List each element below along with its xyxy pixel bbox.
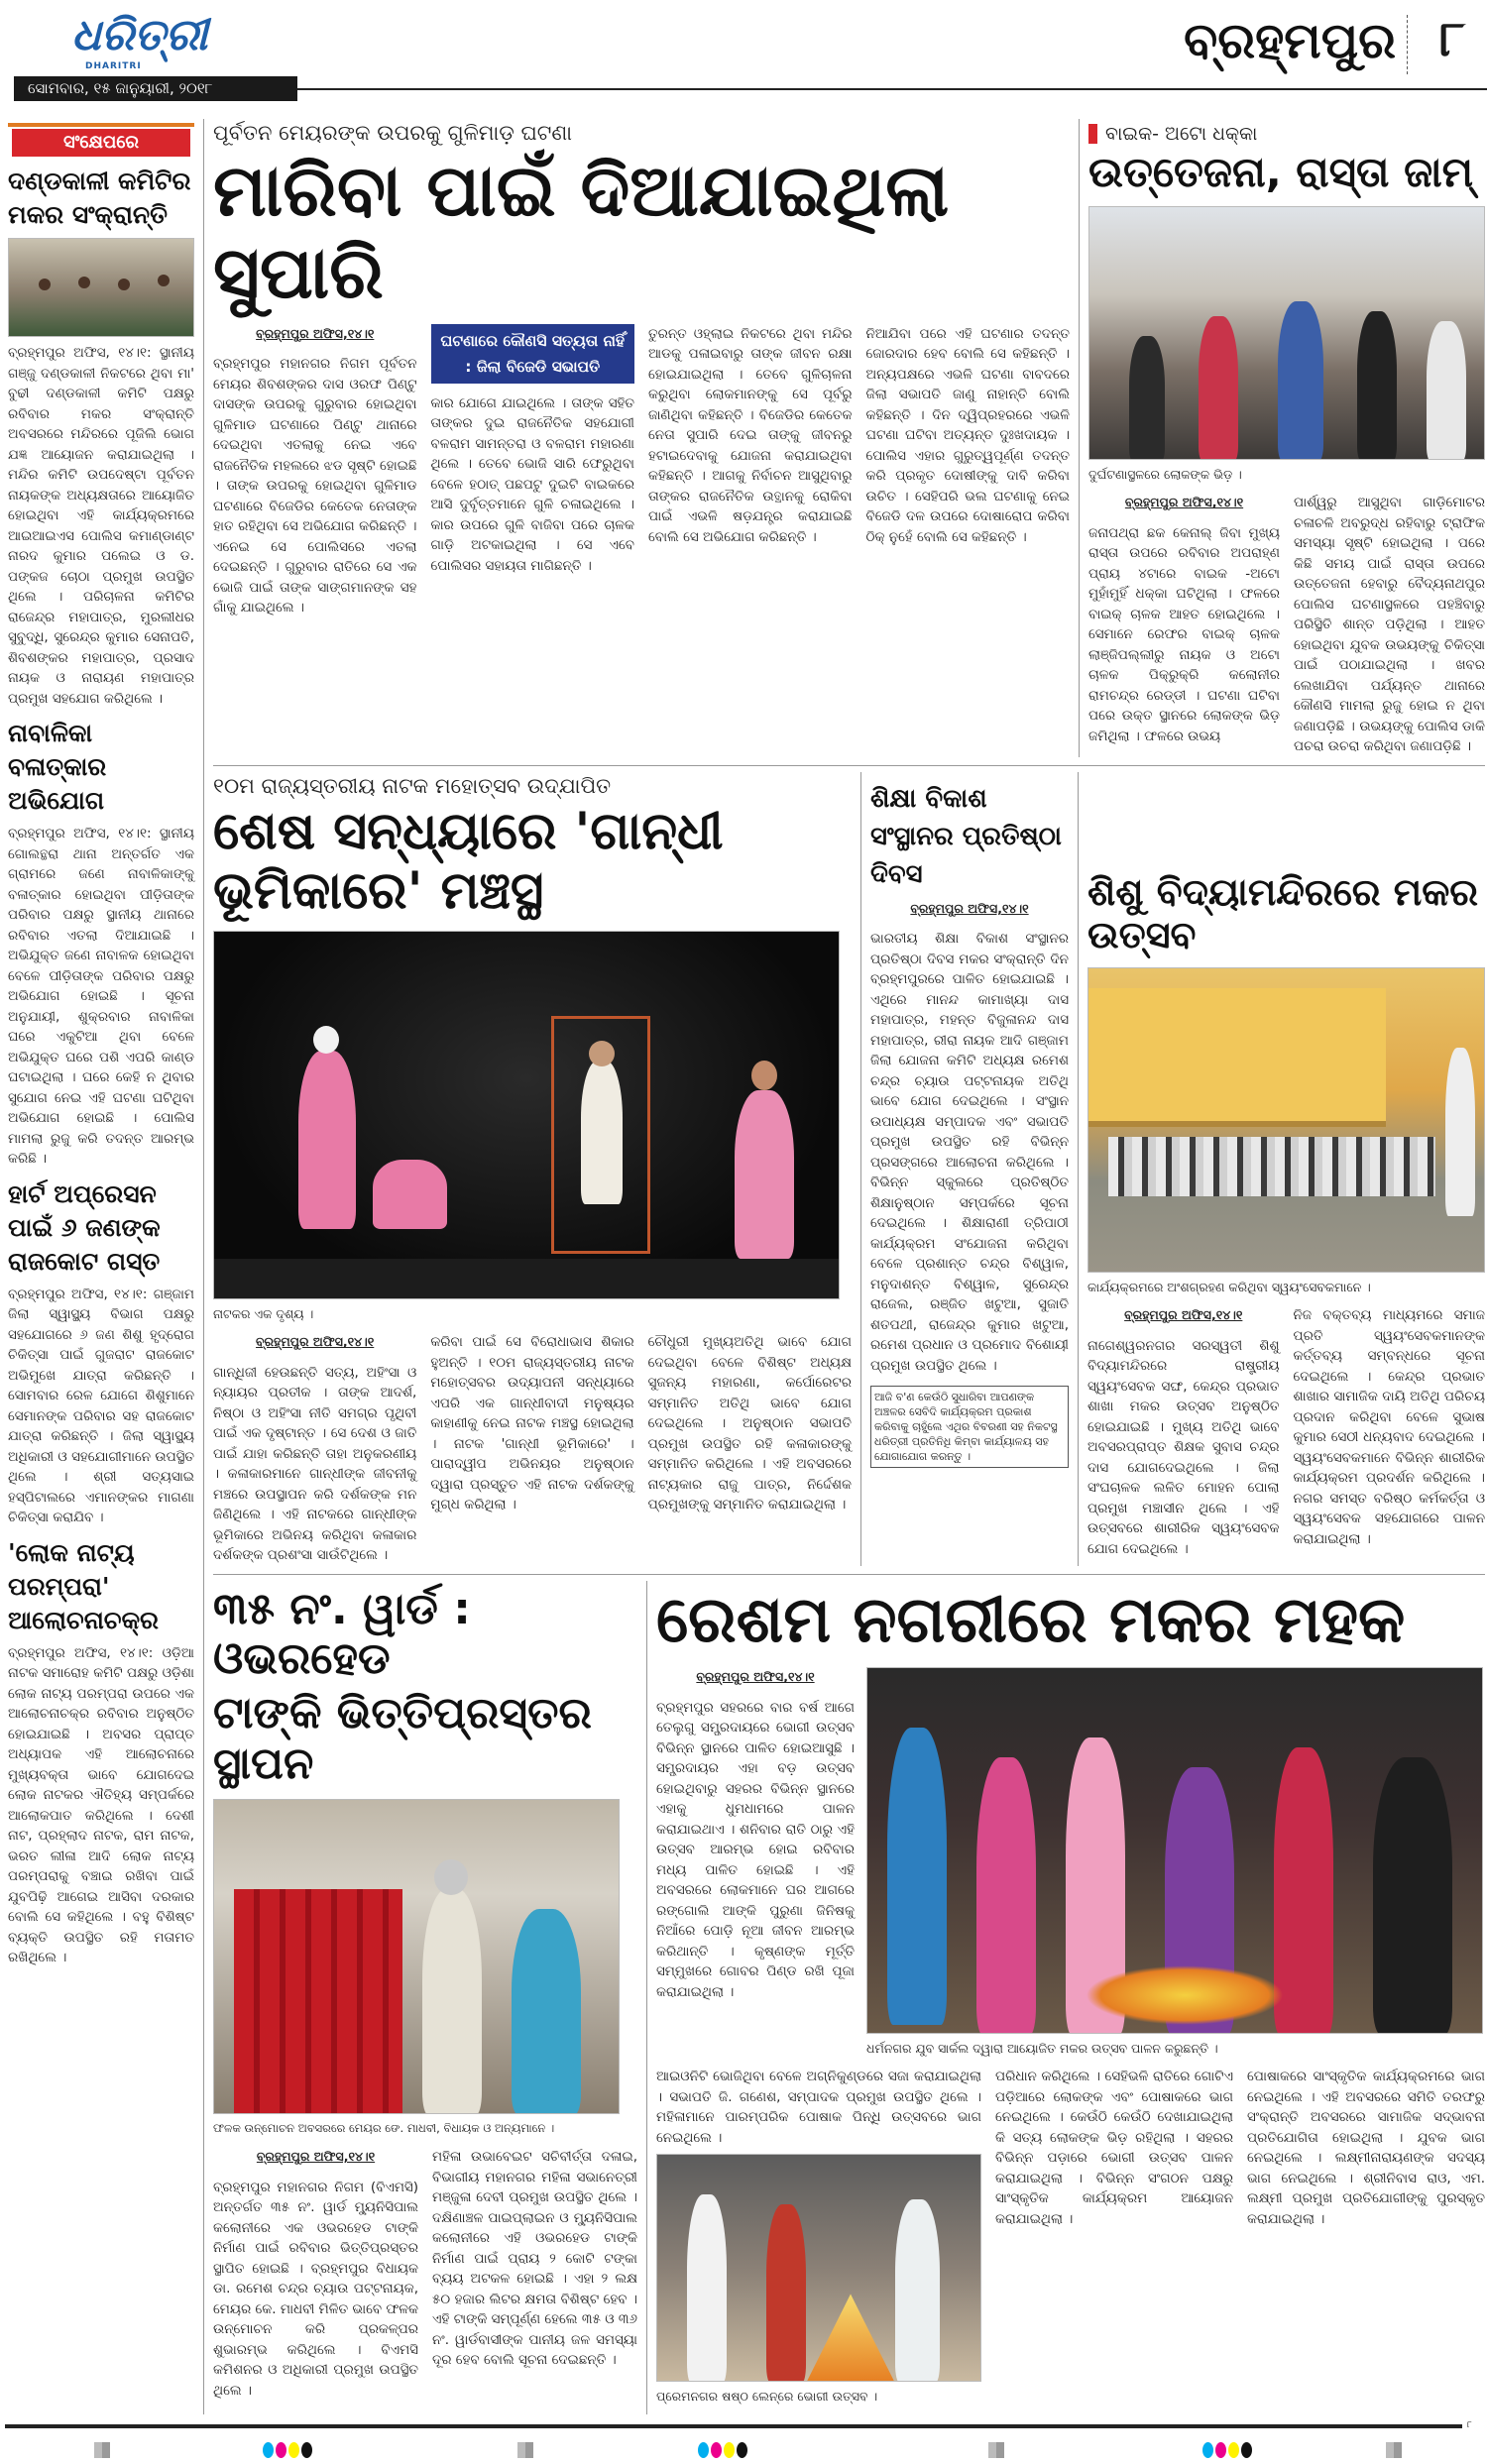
school-columns — [1087, 1305, 1485, 1559]
silk-caption: ଧର୍ମନଗର ଯୁବ ସାର୍କଲ ଦ୍ୱାରା ଆୟୋଜିତ ମକର ଉତ୍ସବ ପାଳନ କରୁଛନ୍ତି । — [866, 2041, 1218, 2057]
school-body: ନାଗେଶ୍ୱରନଗର ସରସ୍ୱତୀ ଶିଶୁ ବିଦ୍ୟାମନ୍ଦିରରେ ରାଷ୍ଟ୍ରୀୟ ସ୍ୱୟଂସେବକ ସଙ୍ଘ, କେନ୍ଦ୍ର ପ୍ରଭାତ ଶାଖା ମକର ଉତ୍ସବ ଅନୁଷ୍ଠିତ ହୋଇଯାଇଛି । ମୁଖ୍ୟ ଅତିଥି ଭାବେ ଅବସରପ୍ରାପ୍ତ ଶିକ୍ଷକ ସୁବାସ ଚନ୍ଦ୍ର ଦାସ ଯୋଗଦେଇଥିଲେ । ଜିଲା ସଂଘଚାଳକ ଲଳିତ ମୋହନ ପୋଲା ପ୍ରମୁଖ ମଞ୍ଚାସୀନ ଥିଲେ । ଏହି ଉତ୍ସବରେ ଶାରୀରିକ ସ୍ୱୟଂସେବକ ଯୋଗ ଦେଇଥିଲେ । — [1087, 1337, 1280, 1557]
person — [766, 2204, 806, 2382]
accident-kicker-row — [1088, 123, 1485, 145]
rangoli — [1086, 1965, 1284, 2025]
woman — [1373, 1757, 1452, 2034]
column-divider — [860, 772, 861, 1566]
committee-photo — [8, 238, 194, 337]
drama-col-3: ଚୌଧୁରୀ ମୁଖ୍ୟଅତିଥି ଭାବେ ଯୋଗ ଦେଇଥିବା ବେଳେ ବିଶିଷ୍ଟ ଅଧ୍ୟକ୍ଷ ସୁଜନ୍ୟ ମହାରଣା, କର୍ପୋରେଟର ସମ୍ମାନିତ ଅତିଥି ଭାବେ ଯୋଗ ଦେଇଥିଲେ । ଅନୁଷ୍ଠାନ ସଭାପତି ପ୍ରମୁଖ ଉପସ୍ଥିତ ରହି କଳାକାରଙ୍କୁ ସମ୍ମାନିତ କରିଥିଲେ । ଏହି ଅବସରରେ ନାଟ୍ୟକାର ରାଜୁ ପାତ୍ର, ନିର୍ଦ୍ଦେଶକ ପ୍ରମୁଖଙ୍କୁ ସମ୍ମାନିତ କରାଯାଇଥିଲା । — [647, 1334, 852, 1513]
notice-box: ଆଜି ବ'ଣ କେଉଁଠି ସୁଧାରିବା ଆପଣଙ୍କ ଅଞ୍ଚଳର ସେବିଦି କାର୍ଯ୍ୟକ୍ରମ ପ୍ରକାଶ କରିବାକୁ ଚାହୁଁଲେ ଏଥିର ବିବରଣୀ ସହ ନିକଟସ୍ଥ ଧରିତ୍ରୀ ପ୍ରତିନିଧି କିମ୍ବା କାର୍ଯ୍ୟାଳୟ ସହ ଯୋଗାଯୋଗ କରନ୍ତୁ । — [870, 1386, 1069, 1468]
brief-title: ଦଣ୍ଡକାଳୀ କମିଟିର ମକର ସଂକ୍ରାନ୍ତି — [8, 167, 191, 229]
brief-body: ବ୍ରହ୍ମପୁର ଅଫିସ, ୧୪।୧: ସ୍ଥାନୀୟ ଗଞ୍ଜୁ ଦଣ୍ଡକାଳୀ ନିକଟରେ ଥିବା ମା' ବୁଢୀ ଦଣ୍ଡକାଳୀ କମିଟି ପକ୍ଷରୁ ରବିବାର ମକର ସଂକ୍ରାନ୍ତି ଅବସରରେ ମନ୍ଦିରରେ ପୂଜିଲି ଭୋଗ ଯଜ୍ଞ ଆୟୋଜନ କରାଯାଇଥିଲା । ମନ୍ଦିର କମିଟି ଉପଦେଷ୍ଟା ପୂର୍ବତନ ନାୟକଙ୍କ ଅଧ୍ୟକ୍ଷତାରେ ଆୟୋଜିତ ହୋଇଥିବା ଏହି କାର୍ଯ୍ୟକ୍ରମରେ ଆଇଆଇଏସ ପୋଲିସ କମାଣ୍ଡାଣ୍ଟ ନାରଦ କୁମାର ପଲେଇ ଓ ଡ. ପଙ୍କଜ ଚୋଠା ପ୍ରମୁଖ ଉପସ୍ଥିତ ଥିଲେ । ପରିଚାଳନା କମିଟିର ରାଜେନ୍ଦ୍ର ମହାପାତ୍ର, ମୁରଲୀଧର ସୁବୁଦ୍ଧି, ସୁରେନ୍ଦ୍ର କୁମାର ସେନାପତି, ଶିବଶଙ୍କର ମହାପାତ୍ର, ପ୍ରସାଦ ନାୟକ ଓ ନାରାୟଣ ମହାପାତ୍ର ପ୍ରମୁଖ ସହଯୋଗ କରିଥିଲେ । — [8, 345, 194, 707]
person — [687, 2194, 727, 2382]
bonfire-photo — [656, 2154, 981, 2382]
lead-col-2-wrap — [431, 324, 635, 577]
logo — [71, 10, 270, 71]
bonfire-caption: ପ୍ରେମନଗର ଷଷ୍ଠ ଲେନ୍‌ରେ ଭୋଗୀ ଉତ୍ସବ । — [656, 2389, 878, 2405]
silk-headline: ରେଶମ ନଗରୀରେ ମକର ମହକ — [656, 1583, 1406, 1657]
registration-square — [988, 2442, 1004, 2458]
lead-col-1 — [213, 324, 417, 618]
footer-page-mark: ୮ — [1467, 2420, 1472, 2431]
seated-crowd — [1108, 1137, 1435, 1196]
main-area — [213, 119, 1485, 2414]
dateline: ବ୍ରହ୍ମପୁର ଅଫିସ,୧୪।୧ — [256, 2149, 376, 2165]
silk-col-1 — [656, 1667, 855, 2002]
ward-col-2: ମହିଳା ଉଭାବେଇଟ ସଚିବୀର୍ତ୍ତା ଦଳାଇ, ବିଭାଗୀୟ ମହାନଗର ମହିଳା ସଭାନେତ୍ରୀ ମଞ୍ଜୁଳା ଦେବୀ ପ୍ରମୁଖ ଉପସ୍ଥିତ ଥିଲେ । ଦକ୍ଷିଣାଞ୍ଚଳ ପାଇପ୍‌ଲାଇନ ଓ ମ୍ୟୁନିସିପାଲ କଲୋନୀରେ ଏହି ଓଭରହେଡ ଟାଙ୍କି ନିର୍ମାଣ ପାଇଁ ପ୍ରାୟ ୨ କୋଟି ଟଙ୍କା ବ୍ୟୟ ଅଟକଳ ହୋଇଛି । ଏହା ୨ ଲକ୍ଷ ୫୦ ହଜାର ଲିଟର କ୍ଷମତା ବିଶିଷ୍ଟ ହେବ । ଏହି ଟାଙ୍କି ସମ୍ପୂର୍ଣ୍ଣ ହେଲେ ୩୫ ଓ ୩୬ ନଂ. ୱାର୍ଡବାସୀଙ୍କ ପାନୀୟ ଜଳ ସମସ୍ୟା ଦୂର ହେବ ବୋଲି ସୂଚନା ଦେଇଛନ୍ତି । — [432, 2149, 637, 2369]
school-col-2: ନିଜ ବକ୍ତବ୍ୟ ମାଧ୍ୟମରେ ସମାଜ ପ୍ରତି ସ୍ୱୟଂସେବକମାନଙ୍କ କର୍ତ୍ତବ୍ୟ ସମ୍ବନ୍ଧରେ ସୂଚନା ଦେଇଥିଲେ । କେନ୍ଦ୍ର ପ୍ରଭାତ ଶାଖାର ସାମାଜିକ ଦାୟି ଅତିଥି ପରିଚୟ ପ୍ରଦାନ କରିଥିବା ବେଳେ ସୁଭାଷ କୁମାର ସେଠୀ ଧନ୍ୟବାଦ ଦେଇଥିଲେ । ସ୍ୱୟଂସେବକମାନେ ବିଭିନ୍ନ ଶାରୀରିକ କାର୍ଯ୍ୟକ୍ରମ ପ୍ରଦର୍ଶନ କରିଥିଲେ । ନଗର ସମସ୍ତ ବରିଷ୍ଠ କର୍ମକର୍ତ୍ତା ଓ ସ୍ୱୟଂସେବକ ସହଯୋଗରେ ପାଳନ କରାଯାଇଥିଲା । — [1293, 1307, 1485, 1547]
drama-story — [213, 772, 852, 1566]
silk-col-4: ପୋଷାକରେ ସାଂସ୍କୃତିକ କାର୍ଯ୍ୟକ୍ରମରେ ଭାଗ ନେଇଥିଲେ । ଏହି ଅବସରରେ ସମିତି ତରଫରୁ ସଂକ୍ରାନ୍ତି ଅବସରରେ ସାମାଜିକ ସଦ୍ଭାବନା ପ୍ରତିଯୋଗିତା ହୋଇଥିଲା । ଯୁବକ ଭାଗ ନେଇଥିଲେ । ଲକ୍ଷ୍ମୀନାରାୟଣଙ୍କ ସଦସ୍ୟ ଭାଗ ନେଇଥିଲେ । ଶ୍ରୀନିବାସ ରାଓ, ଏମ. ଲକ୍ଷ୍ମୀ ପ୍ରମୁଖ ପ୍ରତିଯୋଗୀଙ୍କୁ ପୁରସ୍କୃତ କରାଯାଇଥିଲା । — [1247, 2069, 1485, 2227]
row-top — [213, 119, 1485, 757]
accident-col-1 — [1088, 493, 1280, 746]
education-body: ଭାରତୀୟ ଶିକ୍ଷା ବିକାଶ ସଂସ୍ଥାନର ପ୍ରତିଷ୍ଠା ଦିବସ ମକର ସଂକ୍ରାନ୍ତି ଦିନ ବ୍ରହ୍ମପୁରରେ ପାଳିତ ହୋଇଯାଇଛି । ଏଥିରେ ମାନନ୍ଦ କାମାଖ୍ୟା ଦାସ ମହାପାତ୍ର, ମହନ୍ତ ବିଜୁଳାନନ୍ଦ ଦାସ ମହାପାତ୍ର, ରୀରା ନାୟକ ଆଦି ଗଞ୍ଜାମ ଜିଲା ଯୋଜନା କମିଟି ଅଧ୍ୟକ୍ଷ ରମେଶ ଚନ୍ଦ୍ର ଚ୍ୟାଉ ପଟ୍ଟନାୟକ ଅତିଥି ଭାବେ ଯୋଗ ଦେଇଥିଲେ । ସଂସ୍ଥାନ ଉପାଧ୍ୟକ୍ଷ ସମ୍ପାଦକ ଏବଂ ସଭାପତି ପ୍ରମୁଖ ଉପସ୍ଥିତ ରହି ବିଭିନ୍ନ ପ୍ରସଙ୍ଗରେ ଆଲୋଚନା କରିଥିଲେ । ବିଭିନ୍ନ ସ୍କୁଲରେ ପ୍ରତିଷ୍ଠିତ ଶିକ୍ଷାନୁଷ୍ଠାନ ସମ୍ପର୍କରେ ସୂଚନା ଦେଇଥିଲେ । ଶିକ୍ଷାରାଣୀ ତ୍ରିପାଠୀ କାର୍ଯ୍ୟକ୍ରମ ସଂଯୋଜନା କରିଥିବା ବେଳେ ପ୍ରଶାନ୍ତ ଚନ୍ଦ୍ର ବିଶ୍ୱାଳ, ମନୁଦାଶନ୍ତ ବିଶ୍ୱାଳ, ସୁରେନ୍ଦ୍ର ରାଜେଲ, ରଞ୍ଜିତ ଖଟୁଆ, ସୁଜାତି ଶତପଥୀ, ରାଜେନ୍ଦ୍ର କୁମାର ଖଟୁଆ, ରମେଶ ପ୍ରଧାନ ଓ ପ୍ରମୋଦ ବିଶୋୟୀ ପ୍ରମୁଖ ଉପସ୍ଥିତ ଥିଲେ । — [870, 931, 1069, 1374]
silk-bonfire-block — [656, 2067, 981, 2414]
silk-col-2: ଆଇଓନିଟି ଭୋଜିଥିବା ବେଳେ ଅଗ୍ନିକୁଣ୍ଡରେ ସଜା କରାଯାଇଥିଲା । ସଭାପତି ଜି. ଗଣେଶ, ସମ୍ପାଦକ ପ୍ରମୁଖ ଉପସ୍ଥିତ ଥିଲେ । ମହିଳାମାନେ ପାରମ୍ପରିକ ପୋଷାକ ପିନ୍ଧି ଉତ୍ସବରେ ଭାଗ ନେଇଥିଲେ । — [656, 2069, 981, 2146]
building — [1088, 988, 1386, 1127]
accident-columns — [1088, 493, 1485, 757]
school-col-1 — [1087, 1305, 1280, 1559]
person — [1427, 321, 1466, 460]
silk-photo-block — [866, 1667, 1483, 2067]
registration-square — [1386, 2442, 1402, 2458]
person — [1199, 316, 1238, 460]
person — [1445, 1048, 1475, 1216]
row-middle — [213, 765, 1485, 1566]
masthead-divider — [1407, 15, 1408, 74]
brief-body: ବ୍ରହ୍ମପୁର ଅଫିସ, ୧୪।୧: ସ୍ଥାନୀୟ ଗୋଲନ୍ଥରା ଥାନା ଅନ୍ତର୍ଗତ ଏକ ଗ୍ରାମରେ ଜଣେ ନାବାଳିକାଙ୍କୁ ବଳାତ୍କାର ହୋଇଥିବା ପୀଡ଼ିତାଙ୍କ ପରିବାର ପକ୍ଷରୁ ସ୍ଥାନୀୟ ଥାନାରେ ରବିବାର ଏତଲା ଦିଆଯାଇଛି । ଅଭିଯୁକ୍ତ ଜଣେ ନାବାଳକ ହୋଇଥିବା ବେଳେ ପୀଡ଼ିତାଙ୍କ ପରିବାର ପକ୍ଷରୁ ଅଭିଯୋଗ ହୋଇଛି । ସୂଚନା ଅନୁଯାୟୀ, ଶୁକ୍ରବାର ନାବାଳିକା ଘରେ ଏକୁଟିଆ ଥିବା ବେଳେ ଅଭିଯୁକ୍ତ ଘରେ ପଶି ଏପରି କାଣ୍ଡ ଘଟାଇଥିଲା । ଘରେ କେହି ନ ଥିବାର ସୁଯୋଗ ନେଇ ଏହି ଘଟଣା ଘଟିଥିବା ଅଭିଯୋଗ ହୋଇଛି । ପୋଲିସ ମାମଲା ରୁଜୁ କରି ତଦନ୍ତ ଆରମ୍ଭ କରିଛି । — [8, 826, 194, 1167]
drama-body: ଗାନ୍ଧିଜୀ ହେଉଛନ୍ତି ସତ୍ୟ, ଅହିଂସା ଓ ନ୍ୟାୟର ପ୍ରତୀକ । ତାଙ୍କ ଆଦର୍ଶ, ନିଷ୍ଠା ଓ ଅହିଂସା ନୀତି ସମଗ୍ର ପୃଥିବୀ ପାଇଁ ଏକ ଦୃଷ୍ଟାନ୍ତ । ସେ ଦେଶ ଓ ଜାତି ପାଇଁ ଯାହା କରିଛନ୍ତି ତାହା ଅନୁକରଣୀୟ । କଳାକାରମାନେ ଗାନ୍ଧୀଙ୍କ ଜୀବନୀକୁ ମଞ୍ଚରେ ଉପସ୍ଥାପନ କରି ଦର୍ଶକଙ୍କ ମନ ଜିଣିଥିଲେ । ଏହି ନାଟକରେ ଗାନ୍ଧୀଙ୍କ ଭୂମିକାରେ ଅଭିନୟ କରିଥିବା କଳାକାର ଦର୍ଶକଙ୍କ ପ୍ରଶଂସା ସାଉଁଟିଥିଲେ । — [213, 1364, 417, 1564]
brief-body: ବ୍ରହ୍ମପୁର ଅଫିସ, ୧୪।୧: ଓଡ଼ିଆ ନାଟକ ସମାରୋହ କମିଟି ପକ୍ଷରୁ ଓଡ଼ିଶା ଲୋକ ନାଟ୍ୟ ପରମ୍ପରା ଉପରେ ଏକ ଆଲୋଚନାଚକ୍ର ରବିବାର ଅନୁଷ୍ଠିତ ହୋଇଯାଇଛି । ଅବସର ପ୍ରାପ୍ତ ଅଧ୍ୟାପକ ଏହି ଆଲୋଚନାରେ ମୁଖ୍ୟବକ୍ତା ଭାବେ ଯୋଗଦେଇ ଲୋକ ନାଟକର ଐତିହ୍ୟ ସମ୍ପର୍କରେ ଆଲୋକପାତ କରିଥିଲେ । ଦେଶୀ ନାଟ, ପ୍ରହ୍ଲାଦ ନାଟକ, ରାମ ନାଟକ, ଭରତ ଲୀଳା ଆଦି ଲୋକ ନାଟ୍ୟ ପରମ୍ପରାକୁ ବଞ୍ଚାଇ ରଖିବା ପାଇଁ ଯୁବପିଢ଼ି ଆଗେଇ ଆସିବା ଦରକାର ବୋଲି ସେ କହିଥିଲେ । ବହୁ ବିଶିଷ୍ଟ ବ୍ୟକ୍ତି ଉପସ୍ଥିତ ରହି ମତାମତ ରଖିଥିଲେ । — [8, 1644, 194, 1965]
drama-columns — [213, 1332, 852, 1566]
footer-rule — [5, 2424, 1462, 2428]
brief-label: ସଂକ୍ଷେପରେ — [12, 129, 190, 157]
actor-head — [751, 1061, 777, 1090]
lead-body: ବ୍ରହ୍ମପୁର ମହାନଗର ନିଗମ ପୂର୍ବତନ ମେୟର ଶିବଶଙ୍କର ଦାସ ଓରଫ ପିଣ୍ଟୁ ଦାସଙ୍କ ଉପରକୁ ଗୁରୁବାର ହୋଇଥିବା ଗୁଳିମାଡ ଘଟଣାରେ ପିଣ୍ଟୁ ଥାନାରେ ଦେଇଥିବା ଏତଲାକୁ ନେଇ ଏବେ ରାଜନୈତିକ ମହଲରେ ଝଡ ସୃଷ୍ଟି ହୋଇଛି । ତାଙ୍କ ଉପରକୁ ହୋଇଥିବା ଗୁଳିମାଡ ଘଟଣାରେ ବିଜେଡିର କେତେକ ନେତାଙ୍କ ହାତ ରହିଥିବା ସେ ଅଭିଯୋଗ କରିଛନ୍ତି । ଏନେଇ ସେ ପୋଲିସରେ ଏତଲା ଦେଇଛନ୍ତି । ଗୁରୁବାର ରାତିରେ ସେ ଏକ ଭୋଜି ପାଇଁ ତାଙ୍କ ସାଙ୍ଗମାନଙ୍କ ସହ ଗାଁକୁ ଯାଇଥିଲେ । — [213, 356, 417, 616]
lead-col-3: ତୁରନ୍ତ ଓହ୍ଲାଇ ନିକଟରେ ଥିବା ମନ୍ଦିର ଆଡକୁ ପଳାଇବାରୁ ତାଙ୍କ ଜୀବନ ରକ୍ଷା ହୋଇଯାଇଥିଲା । ତେବେ ଗୁଳିଚାଳନା କରୁଥିବା ଲୋକମାନଙ୍କୁ ସେ ପୂର୍ବରୁ ଜାଣିଥିବା କହିଛନ୍ତି । ବିଜେଡିର କେତେକ ନେତା ସୁପାରି ଦେଇ ତାଙ୍କୁ ଜୀବନରୁ ହଟାଇଦେବାକୁ ଯୋଜନା କରାଯାଇଥିବା କହିଛନ୍ତି । ଆଗକୁ ନିର୍ବାଚନ ଆସୁଥିବାରୁ ତାଙ୍କର ରାଜନୈତିକ ଉତ୍ଥାନକୁ ରୋକିବା ପାଇଁ ଏଭଳି ଷଡ଼ଯନ୍ତ୍ର କରାଯାଇଛି ବୋଲି ସେ ଅଭିଯୋଗ କରିଛନ୍ତି । — [648, 325, 853, 545]
silk-body: ବ୍ରହ୍ମପୁର ସହରରେ ବାର ବର୍ଷ ଆଗେ ତେଲୁଗୁ ସମ୍ପ୍ରଦାୟରେ ଭୋଗୀ ଉତ୍ସବ ବିଭିନ୍ନ ସ୍ଥାନରେ ପାଳିତ ହୋଇଆସୁଛି । ସମ୍ପ୍ରଦାୟର ଏହା ବଡ଼ ଉତ୍ସବ ହୋଇଥିବାରୁ ସହରର ବିଭିନ୍ନ ସ୍ଥାନରେ ଏହାକୁ ଧୁମଧାମରେ ପାଳନ କରାଯାଇଥାଏ । ଶନିବାର ରାତି ଠାରୁ ଏହି ଉତ୍ସବ ଆରମ୍ଭ ହୋଇ ରବିବାର ମଧ୍ୟ ପାଳିତ ହୋଇଛି । ଏହି ଅବସରରେ ଲୋକମାନେ ଘର ଆଗରେ ରଙ୍ଗୋଲି ଆଙ୍କି ପୁରୁଣା ଜିନିଷକୁ ନିଆଁରେ ପୋଡ଼ି ନୂଆ ଜୀବନ ଆରମ୍ଭ କରିଥାନ୍ତି । କୃଷ୍ଣଙ୍କ ମୂର୍ତ୍ତି ସମ୍ମୁଖରେ ଗୋବର ପିଣ୍ଡ ରଖି ପୂଜା କରାଯାଇଥିଲା । — [656, 1699, 855, 2000]
silk-festival-photo — [866, 1667, 1483, 2034]
stage-floor — [214, 1259, 840, 1299]
lead-col-4: ନିଆଯିବା ପରେ ଏହି ଘଟଣାର ତଦନ୍ତ ଜୋରଦାର ହେବ ବୋଲି ସେ କହିଛନ୍ତି । ଅନ୍ୟପକ୍ଷରେ ଏଭଳି ଘଟଣା ବାବଦରେ ଜିଲା ସଭାପତି ଜାଣୁ ନାହାନ୍ତି ବୋଲି କହିଛନ୍ତି । ଦିନ ଦ୍ୱିପ୍ରହରରେ ଏଭଳି ଘଟଣା ଘଟିବା ଅତ୍ୟନ୍ତ ଦୁଃଖଦାୟକ । ପୋଲିସ ଏହାର ଗୁରୁତ୍ୱପୂର୍ଣ୍ଣ ତଦନ୍ତ କରି ପ୍ରକୃତ ଦୋଷୀଙ୍କୁ ଦାବି କରିବା ଉଚିତ । ସେହିପରି ଭଲ ଘଟଣାକୁ ନେଇ ବିଜେଡି ଦଳ ଉପରେ ଦୋଷାରୋପ କରିବା ଠିକ୍ ନୁହେଁ ବୋଲି ସେ କହିଛନ୍ତି । — [865, 325, 1070, 545]
school-caption: କାର୍ଯ୍ୟକ୍ରମରେ ଅଂଶଗ୍ରହଣ କରିଥିବା ସ୍ୱୟଂସେବକମାନେ । — [1087, 1280, 1371, 1295]
color-dots — [263, 2442, 314, 2462]
column-divider — [1078, 772, 1079, 1566]
registration-square — [517, 2442, 533, 2458]
date-bar: ସୋମବାର, ୧୫ ଜାନୁୟାରୀ, ୨୦୧୮ — [14, 76, 297, 101]
drama-col-2: କରିବା ପାଇଁ ସେ ବିରୋଧାଭାସ ଶିକାର ହୁଅନ୍ତି । ୧୦ମ ରାଜ୍ୟସ୍ତରୀୟ ନାଟକ ମହୋତ୍ସବର ଉଦ୍ୟାପନୀ ସନ୍ଧ୍ୟାରେ ଏପରି ଏକ ଗାନ୍ଧୀବାଦୀ ମନୁଷ୍ୟର କାହାଣୀକୁ ନେଇ ନାଟକ ମଞ୍ଚସ୍ଥ ହୋଇଥିଲା । ନାଟକ 'ଗାନ୍ଧୀ ଭୂମିକାରେ' । ପାରାଦ୍ୱୀପ ଅଭିନୟର ଅନୁଷ୍ଠାନ ଦ୍ୱାରା ପ୍ରସ୍ତୁତ ଏହି ନାଟକ ଦର୍ଶକଙ୍କୁ ମୁଗ୍ଧ କରିଥିଲା । — [430, 1334, 634, 1513]
logo-odia: ଧରିତ୍ରୀ — [71, 10, 208, 60]
actor-kneeling — [373, 1160, 447, 1229]
dateline: ବ୍ରହ୍ମପୁର ଅଫିସ,୧୪।୧ — [256, 1334, 375, 1350]
person — [78, 277, 90, 288]
person — [512, 1909, 581, 2114]
drama-stage-photo — [213, 931, 840, 1299]
lead-columns — [213, 324, 1070, 618]
silk-bottom-block — [656, 2067, 1485, 2414]
lead-story — [213, 119, 1070, 757]
dateline: ବ୍ରହ୍ମପୁର ଅଫିସ,୧୪।୧ — [1124, 1307, 1243, 1323]
brief-column — [8, 119, 204, 2414]
accident-story — [1088, 119, 1485, 757]
brief-title: 'ଲୋକ ନାଟ୍ୟ ପରମ୍ପରା' ଆଲୋଚନାଚକ୍ର — [8, 1537, 160, 1634]
ward-body: ବ୍ରହ୍ମପୁର ମହାନଗର ନିଗମ (ବିଏମସି) ଅନ୍ତର୍ଗତ ୩୫ ନଂ. ୱାର୍ଡ ମ୍ୟୁନିସିପାଲ କଲୋନୀରେ ଏକ ଓଭରହେଡ ଟାଙ୍କି ନିର୍ମାଣ ପାଇଁ ରବିବାର ଭିତ୍ତିପ୍ରସ୍ତର ସ୍ଥାପିତ ହୋଇଛି । ବ୍ରହ୍ମପୁର ବିଧାୟକ ଡା. ରମେଶ ଚନ୍ଦ୍ର ଚ୍ୟାଉ ପଟ୍ଟନାୟକ, ମେୟର କେ. ମାଧବୀ ମିଳିତ ଭାବେ ଫଳକ ଉନ୍ମୋଚନ କରି ପ୍ରକଳ୍ପର ଶୁଭାରମ୍ଭ କରିଥିଲେ । ବିଏମସି କମିଶନର ଓ ଅଧିକାରୀ ପ୍ରମୁଖ ଉପସ୍ଥିତ ଥିଲେ । — [213, 2179, 419, 2399]
person — [422, 1889, 482, 2114]
person — [1357, 311, 1397, 460]
drama-headline: ଶେଷ ସନ୍ଧ୍ୟାରେ 'ଗାନ୍ଧୀ ଭୂମିକାରେ' ମଞ୍ଚସ୍ଥ — [213, 801, 724, 921]
brief-body: ବ୍ରହ୍ମପୁର ଅଫିସ, ୧୪।୧: ଗଞ୍ଜାମ ଜିଲା ସ୍ୱାସ୍ଥ୍ୟ ବିଭାଗ ପକ୍ଷରୁ ସହଯୋଗରେ ୬ ଜଣ ଶିଶୁ ହୃଦ୍‌ରୋଗ ଚିକିତ୍ସା ପାଇଁ ଗୁଜରାଟ ରାଜକୋଟ ଅଭିମୁଖେ ଯାତ୍ରା କରିଛନ୍ତି । ସୋମବାର ରେଳ ଯୋଗେ ଶିଶୁମାନେ ସେମାନଙ୍କ ପରିବାର ସହ ରାଜକୋଟ ଯାତ୍ରା କରିଛନ୍ତି । ଜିଲା ସ୍ୱାସ୍ଥ୍ୟ ଅଧିକାରୀ ଓ ସହଯୋଗୀମାନେ ଉପସ୍ଥିତ ଥିଲେ । ଶ୍ରୀ ସତ୍ୟସାଇ ହସ୍ପିଟାଲରେ ଏମାନଙ୍କର ମାଗଣା ଚିକିତ୍ସା କରାଯିବ । — [8, 1286, 194, 1525]
ward-columns — [213, 2147, 637, 2401]
gandhi-figure — [581, 1061, 623, 1204]
accident-caption: ଦୁର୍ଘଟଣାସ୍ଥଳରେ ଲୋକଙ୍କ ଭିଡ଼ । — [1088, 467, 1242, 483]
woman — [887, 1728, 947, 2025]
person — [895, 2199, 940, 2382]
brief-title: ହାର୍ଟ ଅପ୍ରେସନ ପାଇଁ ୬ ଜଣଙ୍କ ରାଜକୋଟ ଗସ୍ତ — [8, 1178, 161, 1276]
person-head — [434, 1859, 468, 1895]
education-headline: ଶିକ୍ଷା ବିକାଶ ସଂସ୍ଥାନର ପ୍ରତିଷ୍ଠା ଦିବସ — [870, 783, 1062, 889]
dateline: ବ୍ରହ୍ମପୁର ଅଫିସ,୧୪।୧ — [910, 900, 1029, 916]
column-divider — [1079, 119, 1080, 757]
red-curtain — [234, 1889, 402, 2114]
page-number: ୮ — [1438, 10, 1465, 67]
red-marker — [1088, 124, 1097, 144]
color-dots — [1202, 2442, 1254, 2462]
accident-body: ଜନାପଥ୍ରା ଛକ କେନାଲ୍ ଜିବା ମୁଖ୍ୟ ରାସ୍ତା ଉପରେ ରବିବାର ଅପରାହ୍ଣ ପ୍ରାୟ ୪ଟାରେ ବାଇକ -ଅଟୋ ମୁହାଁମୁହିଁ ଧକ୍କା ଘଟିଥିଲା । ଫଳରେ ବାଇକ୍ ଚାଳକ ଆହତ ହୋଇଥିଲେ । ସେମାନେ ରେଫର ବାଇକ୍ ଚାଳକ ଲାଞ୍ଜିପଲ୍ଲୀରୁ ନାୟକ ଓ ଅଟୋ ଚାଳକ ପିକ୍ରୁକ୍ରି କଲୋନୀର ରାମଚନ୍ଦ୍ର ରେଡ୍ଡୀ । ଘଟଣା ଘଟିବା ପରେ ଉକ୍ତ ସ୍ଥାନରେ ଲୋକଙ୍କ ଭିଡ଼ ଜମିଥିଲା । ଫଳରେ ଉଭୟ — [1088, 524, 1280, 744]
bonfire — [806, 2294, 895, 2382]
woman — [976, 1757, 1036, 2034]
color-dots — [698, 2442, 749, 2462]
silk-story — [656, 1581, 1485, 2415]
actor-officer — [735, 1090, 794, 1259]
edition-name: ବ୍ରହ୍ମପୁର — [1184, 12, 1396, 69]
ward-headline-1: ୩୫ ନଂ. ୱାର୍ଡ : ଓଭରହେଡ — [213, 1583, 471, 1685]
logo-latin: DHARITRI — [85, 61, 142, 71]
drama-kicker: ୧୦ମ ରାଜ୍ୟସ୍ତରୀୟ ନାଟକ ମହୋତ୍ସବ ଉଦ୍‌ଯାପିତ — [213, 773, 612, 798]
dateline: ବ୍ରହ୍ମପୁର ଅଫିସ,୧୪।୧ — [1124, 495, 1244, 510]
brief-accent-bar — [8, 123, 194, 127]
column-divider — [646, 1581, 647, 2415]
masthead-rule — [297, 88, 1487, 90]
drama-caption: ନାଟକର ଏକ ଦୃଶ୍ୟ । — [213, 1306, 314, 1322]
ward-story — [213, 1581, 637, 2415]
ward-headline-2: ଟାଙ୍କି ଭିତ୍ତିପ୍ରସ୍ତର ସ୍ଥାପନ — [213, 1688, 592, 1789]
lead-quote-box: ଘଟଣାରେ କୌଣସି ସତ୍ୟତା ନାହିଁ : ଜିଲା ବିଜେଡି ସଭାପତି — [431, 324, 635, 384]
school-story — [1087, 772, 1485, 1566]
footer — [0, 2420, 1487, 2464]
accident-photo — [1088, 206, 1485, 460]
school-headline: ଶିଶୁ ବିଦ୍ୟାମନ୍ଦିରରେ ମକର ଉତ୍ସବ — [1087, 869, 1479, 957]
actor-head — [313, 1026, 339, 1054]
ward-col-1 — [213, 2147, 418, 2401]
lead-kicker: ପୂର୍ବତନ ମେୟରଙ୍କ ଉପରକୁ ଗୁଳିମାଡ଼ ଘଟଣା — [213, 121, 573, 145]
drama-col-1 — [213, 1332, 416, 1566]
person — [1278, 301, 1323, 460]
dateline: ବ୍ରହ୍ମପୁର ଅଫିସ,୧୪।୧ — [256, 325, 375, 341]
person — [158, 275, 170, 286]
ward-photo — [213, 1799, 620, 2114]
person — [39, 279, 51, 290]
silk-top-block — [656, 1667, 1485, 2067]
actor-pink — [298, 1051, 356, 1229]
silk-col-3: ପରିଧାନ କରିଥିଲେ । ସେହିଭଳି ରାତିରେ ଗୋଟିଏ ପଡ଼ିଆରେ ଲୋକଙ୍କ ଏବଂ ପୋଷାକରେ ଭାଗ ନେଇଥିଲେ । କେଉଁଠି କେଉଁଠି ଦେଖାଯାଇଥିଲା କି ସତ୍ୟ ଲୋକଙ୍କ ଭିଡ଼ ରହିଥିଲା । ସହରର ବିଭିନ୍ନ ପଡ଼ାରେ ଭୋଗୀ ଉତ୍ସବ ପାଳନ କରାଯାଇଥିଲା । ବିଭିନ୍ନ ସଂଗଠନ ପକ୍ଷରୁ ସାଂସ୍କୃତିକ କାର୍ଯ୍ୟକ୍ରମ ଆୟୋଜନ କରାଯାଇଥିଲା । — [995, 2069, 1233, 2227]
accident-col-2: ପାର୍ଶ୍ୱରୁ ଆସୁଥିବା ଗାଡ଼ିମୋଟର ଚଳାଚଳି ଅବରୁଦ୍ଧ ରହିବାରୁ ଟ୍ରାଫିକ ସମସ୍ୟା ସୃଷ୍ଟି ହୋଇଥିଲା । ପରେ କିଛି ସମୟ ପାଇଁ ରାସ୍ତା ଉପରେ ଉତ୍ତେଜନା ହେବାରୁ ବୈଦ୍ୟନାଥପୁର ପୋଲିସ ଘଟଣାସ୍ଥଳରେ ପହଞ୍ଚିବାରୁ ପରିସ୍ଥିତି ଶାନ୍ତ ପଡ଼ିଥିଲା । ଆହତ ହୋଇଥିବା ଯୁବକ ଉଭୟଙ୍କୁ ଚିକିତ୍ସା ପାଇଁ ପଠାଯାଇଥିଲା । ଖବର ଲେଖାଯିବା ପର୍ଯ୍ୟନ୍ତ ଥାନାରେ କୌଣସି ମାମଲା ରୁଜୁ ହୋଇ ନ ଥିବା ଜଣାପଡ଼ିଛି । ଉଭୟଙ୍କୁ ପୋଲିସ ଡାକି ପଚରା ଉଚରା କରିଥିବା ଜଣାପଡ଼ିଛି । — [1294, 495, 1485, 755]
person — [1129, 336, 1165, 460]
education-col — [870, 899, 1069, 1377]
lead-col-2: କାର ଯୋଗେ ଯାଇଥିଲେ । ତାଙ୍କ ସହିତ ତାଙ୍କର ଦୁଇ ରାଜନୈତିକ ସହଯୋଗୀ ବଳରାମ ସାମନ୍ତରା ଓ ବଳରାମ ମହାରଣା ଥିଲେ । ତେବେ ଭୋଜି ସାରି ଫେରୁଥିବା ବେଳେ ହଠାତ୍ ପଛପଟୁ ଦୁଇଟି ବାଇକରେ ଆସି ଦୁର୍ବୃତ୍ତମାନେ ଗୁଳି ଚଳାଇଥିଲେ । କାର ଉପରେ ଗୁଳି ବାଜିବା ପରେ ଚାଳକ ଗାଡ଼ି ଅଟକାଇଥିଲା । ସେ ଏବେ ପୋଲିସର ସହାୟତା ମାଗିଛନ୍ତି । — [430, 394, 634, 574]
accident-kicker: ବାଇକ- ଅଟୋ ଧକ୍କା — [1105, 123, 1258, 145]
person — [118, 279, 130, 290]
dateline: ବ୍ରହ୍ମପୁର ଅଫିସ,୧୪।୧ — [696, 1669, 815, 1685]
brief-title: ନାବାଳିକା ବଳାତ୍କାର ଅଭିଯୋଗ — [8, 719, 107, 815]
accident-headline: ଉତ୍ତେଜନା, ରାସ୍ତା ଜାମ୍ — [1088, 148, 1474, 196]
school-photo — [1087, 967, 1485, 1273]
lead-headline: ମାରିବା ପାଇଁ ଦିଆଯାଇଥିଲା ସୁପାରି — [213, 149, 950, 314]
row-bottom — [213, 1574, 1485, 2415]
education-story — [870, 772, 1069, 1566]
page-body — [0, 119, 1487, 2414]
masthead — [0, 0, 1487, 119]
registration-square — [94, 2442, 110, 2458]
ward-caption: ଫଳକ ଉନ୍ମୋଚନ ଅବସରରେ ମେୟର ଙେ. ମାଧବୀ, ବିଧାୟକ ଓ ଅନ୍ୟମାନେ । — [213, 2121, 555, 2136]
